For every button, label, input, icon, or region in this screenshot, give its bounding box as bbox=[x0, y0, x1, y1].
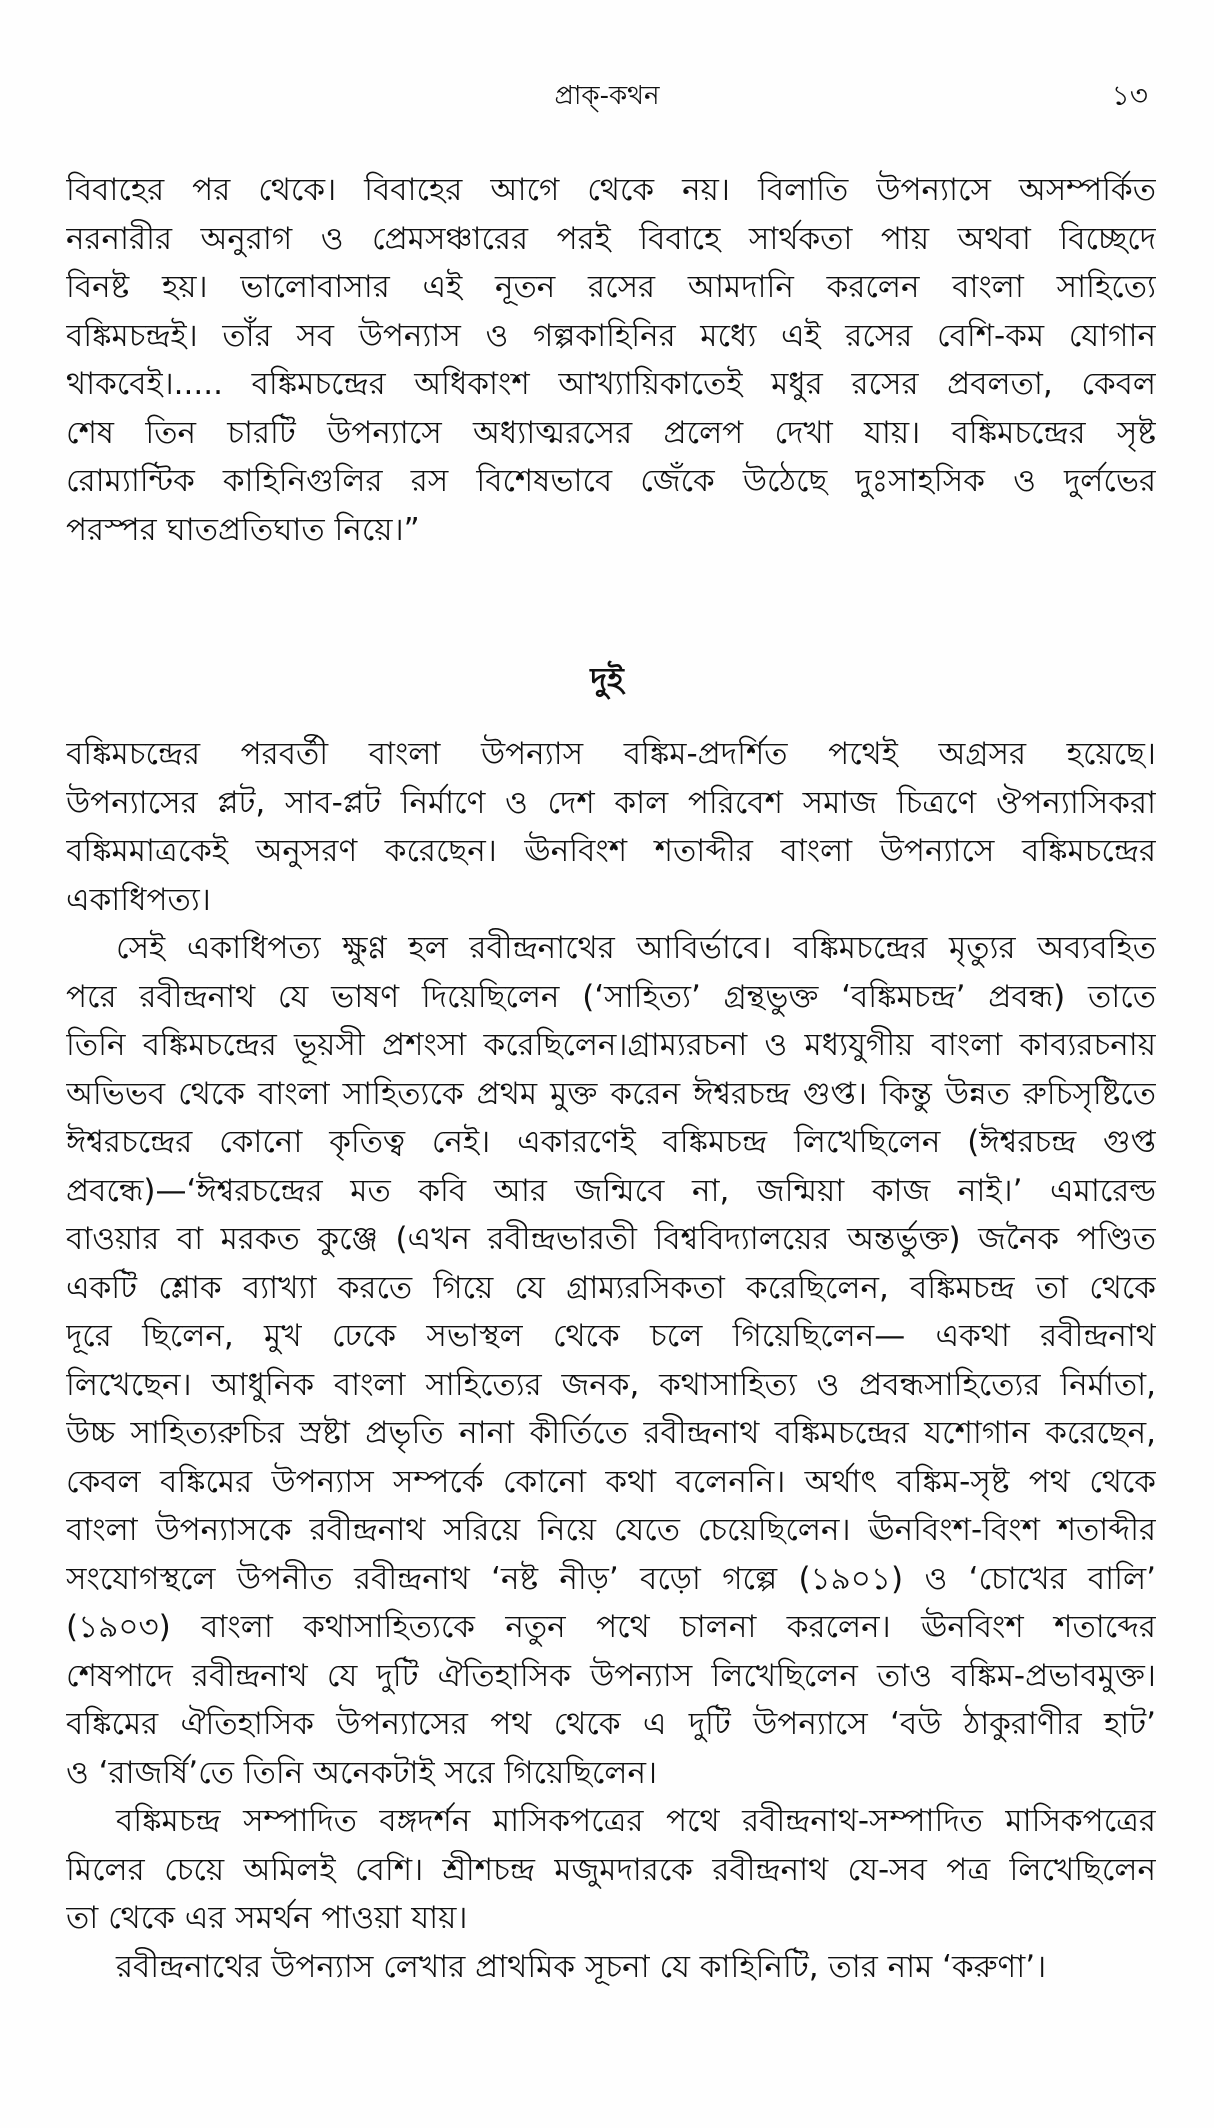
text-line: শেষ তিন চারটি উপন্যাসে অধ্যাত্মরসের প্রলেপ দেখা যায়। বঙ্কিমচন্দ্রের সৃষ্ট bbox=[66, 414, 1156, 451]
text-line: থাকবেই।..... বঙ্কিমচন্দ্রের অধিকাংশ আখ্যায়িকাতেই মধুর রসের প্রবলতা, কেবল bbox=[66, 366, 1156, 402]
text-line: শেষপাদে রবীন্দ্রনাথ যে দুটি ঐতিহাসিক উপন্যাস লিখেছিলেন তাও বঙ্কিম-প্রভাবমুক্ত। bbox=[66, 1657, 1156, 1694]
text-line: সংযোগস্থলে উপনীত রবীন্দ্রনাথ ‘নষ্ট নীড়’ বড়ো গল্পে (১৯০১) ও ‘চোখের বালি’ bbox=[66, 1560, 1156, 1597]
text-line: বঙ্কিমের ঐতিহাসিক উপন্যাসের পথ থেকে এ দুটি উপন্যাসে ‘বউ ঠাকুরাণীর হাট’ bbox=[66, 1706, 1156, 1742]
text-line: মিলের চেয়ে অমিলই বেশি। শ্রীশচন্দ্র মজুমদারকে রবীন্দ্রনাথ যে-সব পত্র লিখেছিলেন bbox=[66, 1851, 1156, 1888]
text-line: বিনষ্ট হয়। ভালোবাসার এই নূতন রসের আমদানি করলেন বাংলা সাহিত্যে bbox=[66, 269, 1156, 305]
text-line: ঈশ্বরচন্দ্রের কোনো কৃতিত্ব নেই। একারণেই বঙ্কিমচন্দ্র লিখেছিলেন (ঈশ্বরচন্দ্র গুপ্ত bbox=[66, 1124, 1156, 1160]
running-header bbox=[0, 76, 1214, 116]
text-line: অভিভব থেকে বাংলা সাহিত্যকে প্রথম মুক্ত করেন ঈশ্বরচন্দ্র গুপ্ত। কিন্তু উন্নত রুচিসৃষ্টিতে bbox=[66, 1075, 1156, 1112]
text-line: উপন্যাসের প্লট, সাব-প্লট নির্মাণে ও দেশ কাল পরিবেশ সমাজ চিত্রণে ঔপন্যাসিকরা bbox=[66, 784, 1156, 821]
text-line: বঙ্কিমচন্দ্রের পরবর্তী বাংলা উপন্যাস বঙ্কিম-প্রদর্শিত পথেই অগ্রসর হয়েছে। bbox=[66, 736, 1156, 772]
section-heading: দুই bbox=[590, 660, 624, 698]
text-line: (১৯০৩) বাংলা কথাসাহিত্যকে নতুন পথে চালনা করলেন। ঊনবিংশ শতাব্দের bbox=[66, 1609, 1156, 1645]
text-line: বাওয়ার বা মরকত কুঞ্জে (এখন রবীন্দ্রভারতী বিশ্ববিদ্যালয়ের অন্তর্ভুক্ত) জনৈক পণ্ডিত bbox=[66, 1221, 1156, 1257]
text-line: ও ‘রাজর্ষি’তে তিনি অনেকটাই সরে গিয়েছিলেন। bbox=[66, 1754, 658, 1791]
text-line: কেবল বঙ্কিমের উপন্যাস সম্পর্কে কোনো কথা বলেননি। অর্থাৎ বঙ্কিম-সৃষ্ট পথ থেকে bbox=[66, 1463, 1156, 1500]
text-line: উচ্চ সাহিত্যরুচির স্রষ্টা প্রভৃতি নানা কীর্তিতে রবীন্দ্রনাথ বঙ্কিমচন্দ্রের যশোগান করেছেন, bbox=[66, 1415, 1156, 1451]
paragraph-start-line: রবীন্দ্রনাথের উপন্যাস লেখার প্রাথমিক সূচনা যে কাহিনিটি, তার নাম ‘করুণা’। bbox=[116, 1948, 1047, 1985]
text-line: লিখেছেন। আধুনিক বাংলা সাহিত্যের জনক, কথাসাহিত্য ও প্রবন্ধসাহিত্যের নির্মাতা, bbox=[66, 1366, 1156, 1403]
text-line: রোম্যান্টিক কাহিনিগুলির রস বিশেষভাবে জেঁকে উঠেছে দুঃসাহসিক ও দুর্লভের bbox=[66, 463, 1156, 499]
text-line: বিবাহের পর থেকে। বিবাহের আগে থেকে নয়। বিলাতি উপন্যাসে অসম্পর্কিত bbox=[66, 172, 1156, 208]
text-line: বাংলা উপন্যাসকে রবীন্দ্রনাথ সরিয়ে নিয়ে যেতে চেয়েছিলেন। ঊনবিংশ-বিংশ শতাব্দীর bbox=[66, 1512, 1156, 1548]
text-line: একটি শ্লোক ব্যাখ্যা করতে গিয়ে যে গ্রাম্যরসিকতা করেছিলেন, বঙ্কিমচন্দ্র তা থেকে bbox=[66, 1269, 1156, 1306]
paragraph-start-line: সেই একাধিপত্য ক্ষুণ্ণ হল রবীন্দ্রনাথের আবির্ভাবে। বঙ্কিমচন্দ্রের মৃত্যুর অব্যবহিত bbox=[116, 930, 1156, 966]
text-line: প্রবন্ধে)—‘ঈশ্বরচন্দ্রের মত কবি আর জন্মিবে না, জন্মিয়া কাজ নাই।’ এমারেল্ড bbox=[66, 1172, 1156, 1209]
text-line: নরনারীর অনুরাগ ও প্রেমসঞ্চারের পরই বিবাহে সার্থকতা পায় অথবা বিচ্ছেদে bbox=[66, 220, 1156, 257]
page-number: ১৩ bbox=[1111, 79, 1148, 112]
text-line: দূরে ছিলেন, মুখ ঢেকে সভাস্থল থেকে চলে গিয়েছিলেন— একথা রবীন্দ্রনাথ bbox=[66, 1318, 1156, 1354]
text-line: বঙ্কিমচন্দ্রই। তাঁর সব উপন্যাস ও গল্পকাহিনির মধ্যে এই রসের বেশি-কম যোগান bbox=[66, 317, 1156, 354]
text-line: পরে রবীন্দ্রনাথ যে ভাষণ দিয়েছিলেন (‘সাহিত্য’ গ্রন্থভুক্ত ‘বঙ্কিমচন্দ্র’ প্রবন্ধ) তাতে bbox=[66, 978, 1156, 1015]
text-line: বঙ্কিমমাত্রকেই অনুসরণ করেছেন। ঊনবিংশ শতাব্দীর বাংলা উপন্যাসে বঙ্কিমচন্দ্রের bbox=[66, 833, 1156, 869]
text-line: পরস্পর ঘাতপ্রতিঘাত নিয়ে।” bbox=[66, 511, 420, 548]
section-body bbox=[66, 730, 1156, 1991]
running-title: প্রাক্-কথন bbox=[554, 81, 660, 111]
text-line: একাধিপত্য। bbox=[66, 881, 211, 918]
text-line: তা থেকে এর সমর্থন পাওয়া যায়। bbox=[66, 1900, 468, 1936]
paragraph-start-line: বঙ্কিমচন্দ্র সম্পাদিত বঙ্গদর্শন মাসিকপত্রের পথে রবীন্দ্রনাথ-সম্পাদিত মাসিকপত্রের bbox=[116, 1803, 1156, 1839]
text-line: তিনি বঙ্কিমচন্দ্রের ভূয়সী প্রশংসা করেছিলেন।গ্রাম্যরচনা ও মধ্যযুগীয় বাংলা কাব্যরচনায় bbox=[66, 1027, 1156, 1063]
quote-continuation bbox=[66, 166, 1156, 554]
